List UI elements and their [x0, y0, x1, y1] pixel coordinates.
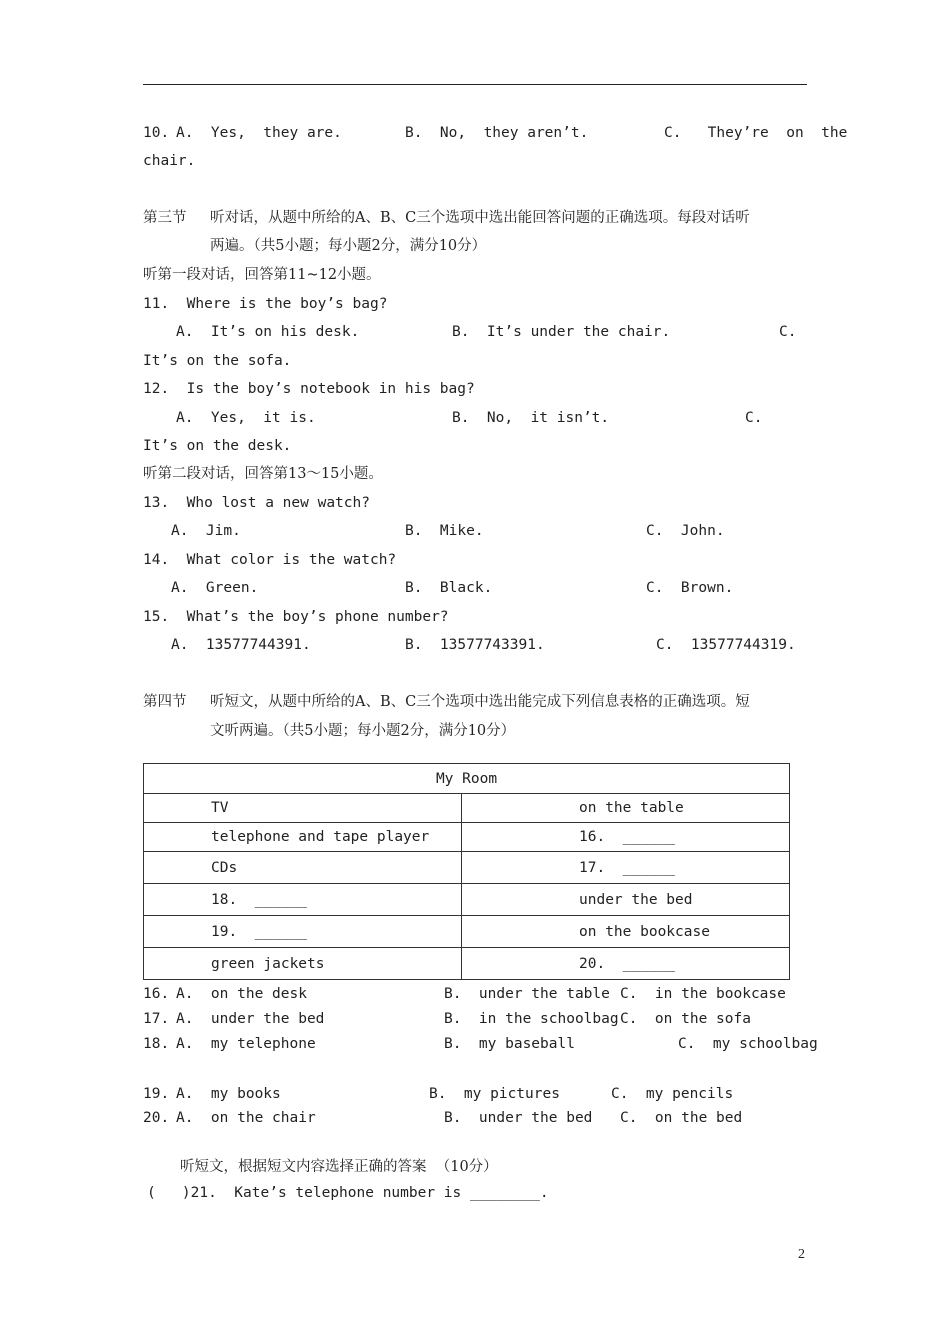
- q12-stem: 12. Is the boy’s notebook in his bag?: [143, 381, 475, 397]
- table-cell-item: green jackets: [144, 948, 462, 980]
- header-rule: [143, 84, 807, 85]
- q10-number: 10.: [143, 125, 170, 141]
- q15-option-b: B. 13577743391.: [405, 637, 545, 653]
- q19-number: 19.: [143, 1086, 170, 1102]
- q10-option-a: A. Yes, they are.: [176, 125, 342, 141]
- table-cell-item: TV: [144, 794, 462, 823]
- q19-option-a: A. my books: [176, 1086, 281, 1102]
- table-cell-item: 19. ______: [144, 916, 462, 948]
- table-cell-location: 16. ______: [462, 823, 790, 852]
- q12-option-a: A. Yes, it is.: [176, 410, 316, 426]
- q15-stem: 15. What’s the boy’s phone number?: [143, 609, 449, 625]
- q12-option-c: C.: [745, 410, 763, 426]
- q15-option-c: C. 13577744319.: [656, 637, 796, 653]
- q20-option-b: B. under the bed: [444, 1110, 593, 1126]
- table-row: [144, 823, 790, 852]
- q18-option-b: B. my baseball: [444, 1036, 575, 1052]
- table-cell-item: CDs: [144, 852, 462, 884]
- section3-instructions-line1: 听对话，从题中所给的A、B、C三个选项中选出能回答问题的正确选项。每段对话听: [210, 210, 750, 226]
- q17-option-c: C. on the sofa: [620, 1011, 751, 1027]
- q13-option-a: A. Jim.: [171, 523, 241, 539]
- table-title: My Room: [144, 764, 790, 794]
- section3-instructions-line2: 两遍。（共5小题；每小题2分，满分10分）: [210, 238, 487, 254]
- q14-stem: 14. What color is the watch?: [143, 552, 397, 568]
- q17-option-a: A. under the bed: [176, 1011, 325, 1027]
- table-cell-location: 20. ______: [462, 948, 790, 980]
- q13-option-c: C. John.: [646, 523, 725, 539]
- q12-option-b: B. No, it isn’t.: [452, 410, 610, 426]
- table-row: [144, 794, 790, 823]
- section4-instructions-line1: 听短文，从题中所给的A、B、C三个选项中选出能完成下列信息表格的正确选项。短: [210, 694, 750, 710]
- q18-number: 18.: [143, 1036, 170, 1052]
- q11-option-a: A. It’s on his desk.: [176, 324, 360, 340]
- table-row: [144, 916, 790, 948]
- q18-option-c: C. my schoolbag: [678, 1036, 818, 1052]
- section5-heading: 听短文，根据短文内容选择正确的答案 （10分）: [180, 1159, 498, 1175]
- table-title-row: [144, 764, 790, 794]
- q20-option-a: A. on the chair: [176, 1110, 316, 1126]
- table-cell-item: 18. ______: [144, 884, 462, 916]
- q15-option-a: A. 13577744391.: [171, 637, 311, 653]
- table-row: [144, 852, 790, 884]
- table-cell-location: on the table: [462, 794, 790, 823]
- q20-number: 20.: [143, 1110, 170, 1126]
- q19-option-c: C. my pencils: [611, 1086, 734, 1102]
- q18-option-a: A. my telephone: [176, 1036, 316, 1052]
- page-number: 2: [798, 1247, 805, 1262]
- q14-option-a: A. Green.: [171, 580, 259, 596]
- dialog1-instruction: 听第一段对话，回答第11~12小题。: [143, 267, 381, 283]
- table-cell-location: on the bookcase: [462, 916, 790, 948]
- q11-option-c-continued: It’s on the sofa.: [143, 353, 292, 369]
- q13-stem: 13. Who lost a new watch?: [143, 495, 370, 511]
- q19-option-b: B. my pictures: [429, 1086, 560, 1102]
- dialog2-instruction: 听第二段对话，回答第13～15小题。: [143, 466, 383, 482]
- q12-option-c-continued: It’s on the desk.: [143, 438, 292, 454]
- table-cell-location: 17. ______: [462, 852, 790, 884]
- q17-option-b: B. in the schoolbag: [444, 1011, 619, 1027]
- section4-instructions-line2: 文听两遍。（共5小题；每小题2分，满分10分）: [210, 723, 516, 739]
- q10-option-b: B. No, they aren’t.: [405, 125, 589, 141]
- section4-label: 第四节: [143, 694, 187, 710]
- q16-option-c: C. in the bookcase: [620, 986, 786, 1002]
- q17-number: 17.: [143, 1011, 170, 1027]
- q11-option-c: C.: [779, 324, 797, 340]
- table-row: [144, 948, 790, 980]
- q14-option-c: C. Brown.: [646, 580, 734, 596]
- table-row: [144, 884, 790, 916]
- q21-stem: ( )21. Kate’s telephone number is ________.: [147, 1185, 549, 1201]
- table-cell-item: telephone and tape player: [144, 823, 462, 852]
- q20-option-c: C. on the bed: [620, 1110, 743, 1126]
- q13-option-b: B. Mike.: [405, 523, 484, 539]
- q14-option-b: B. Black.: [405, 580, 493, 596]
- q11-option-b: B. It’s under the chair.: [452, 324, 671, 340]
- q16-option-b: B. under the table: [444, 986, 610, 1002]
- q10-option-c: C. They’re on the: [664, 125, 848, 141]
- section3-label: 第三节: [143, 210, 187, 226]
- q11-stem: 11. Where is the boy’s bag?: [143, 296, 388, 312]
- q10-option-c-continued: chair.: [143, 153, 196, 169]
- my-room-table: [143, 763, 790, 980]
- q16-number: 16.: [143, 986, 170, 1002]
- table-cell-location: under the bed: [462, 884, 790, 916]
- q16-option-a: A. on the desk: [176, 986, 307, 1002]
